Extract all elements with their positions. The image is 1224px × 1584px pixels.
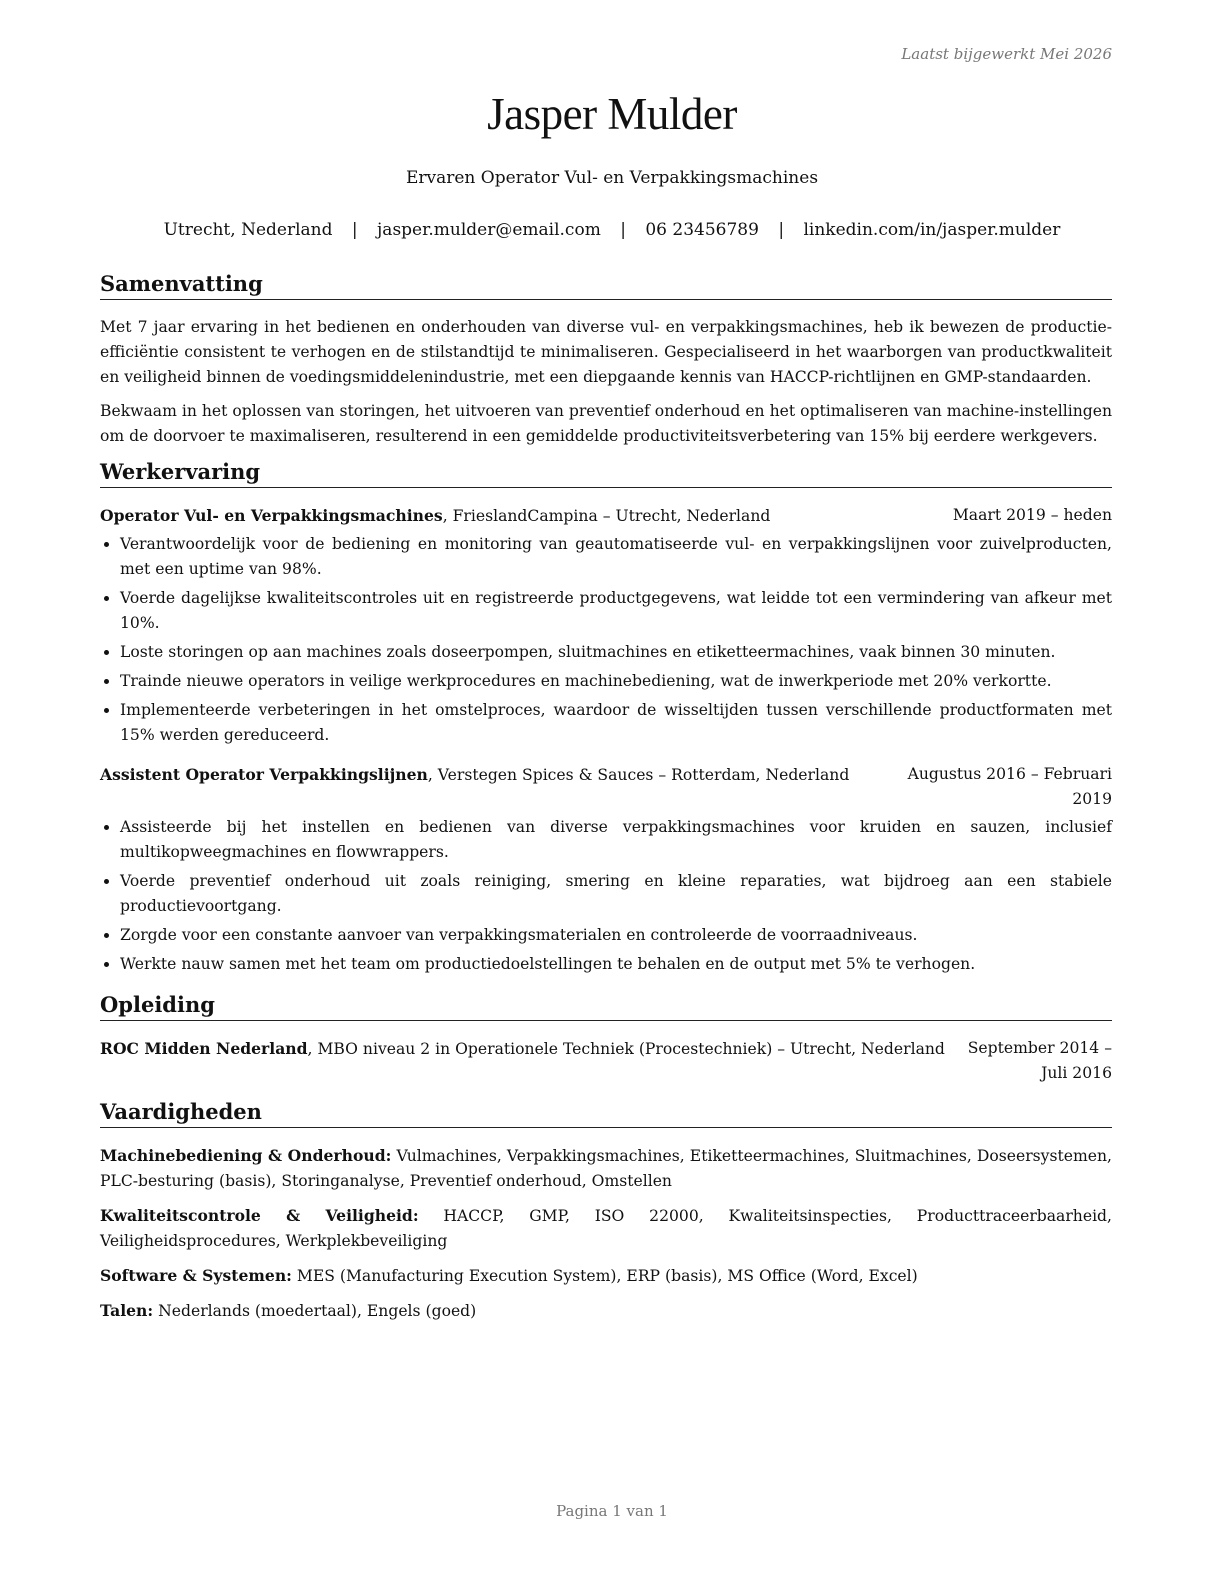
list-item: • Werkte nauw samen met het team om productiedoelstellingen te behalen en de output met 5% te verhogen. — [120, 952, 1112, 977]
list-item: • Voerde preventief onderhoud uit zoals reiniging, smering en kleine reparaties, wat bijdroeg aan een stabiele productievoortgang. — [120, 869, 1112, 919]
section-title-education: Opleiding — [100, 991, 1112, 1021]
job-dates: Maart 2019 – heden — [952, 506, 1112, 524]
education-section — [100, 991, 1112, 1086]
education-school: ROC Midden Nederland — [100, 1039, 308, 1058]
job-header — [100, 503, 1112, 529]
job-header — [100, 762, 1112, 812]
skill-line — [100, 1203, 1112, 1254]
skill-label: Talen: — [100, 1301, 154, 1320]
contact-linkedin[interactable]: linkedin.com/in/jasper.mulder — [803, 220, 1061, 240]
skill-label: Kwaliteitscontrole & Veiligheid: — [100, 1206, 419, 1225]
contact-email[interactable]: jasper.mulder@email.com — [377, 220, 601, 240]
list-item: • Assisteerde bij het instellen en bedienen van diverse verpakkingsmachines voor kruiden en sauzen, inclusief multikopweegmachines en flowwrappers. — [120, 815, 1112, 865]
job-title: Ervaren Operator Vul- en Verpakkingsmachines — [405, 168, 819, 188]
page-number: Pagina 1 van 1 — [556, 1502, 668, 1520]
job-dates: Augustus 2016 – Februari 2019 — [907, 765, 1112, 808]
contact-separator: | — [620, 220, 626, 240]
section-title-summary: Samenvatting — [100, 270, 1112, 300]
resume-body — [100, 270, 1112, 1333]
list-item: • Loste storingen op aan machines zoals doseerpompen, sluitmachines en etiketteermachines, vaak binnen 30 minuten. — [120, 640, 1112, 665]
skill-line — [100, 1263, 1112, 1289]
skill-value: Vulmachines, Verpakkingsmachines, Etiketteermachines, Sluitmachines, Doseersystemen, PLC-besturing (basis), Storinganalyse, Preventief onderhoud, Omstellen — [100, 1147, 1113, 1190]
summary-paragraph: Bekwaam in het oplossen van storingen, het uitvoeren van preventief onderhoud en het optimaliseren van machine-instellingen om de doorvoer te maximaliseren, resulterend in een gemiddelde productiviteitsverbetering van 15% bij eerdere werkgevers. — [100, 402, 1112, 445]
skills-section — [100, 1098, 1112, 1324]
job-bullets — [100, 815, 1112, 977]
contact-line — [0, 220, 1224, 240]
list-item: • Trainde nieuwe operators in veilige werkprocedures en machinebediening, wat de inwerkperiode met 20% verkortte. — [120, 669, 1112, 694]
skill-value: MES (Manufacturing Execution System), ERP (basis), MS Office (Word, Excel) — [291, 1267, 918, 1285]
skill-value: Nederlands (moedertaal), Engels (goed) — [153, 1302, 477, 1320]
last-updated: Laatst bijgewerkt Mei 2026 — [901, 45, 1112, 63]
summary-paragraph: Met 7 jaar ervaring in het bedienen en onderhouden van diverse vul- en verpakkingsmachines, heb ik bewezen de productie-efficiëntie consistent te verhogen en de stilstandtijd te minimaliseren. Gespecialiseerd in het waarborgen van productkwaliteit en veiligheid binnen de voedingsmiddelenindustrie, met een diepgaande kennis van HACCP-richtlijnen en GMP-standaarden. — [100, 318, 1112, 386]
list-item: • Implementeerde verbeteringen in het omstelproces, waardoor de wisseltijden tussen verschillende productformaten met 15% werden gereduceerd. — [120, 698, 1112, 748]
job-bullets — [100, 532, 1112, 748]
candidate-name: Jasper Mulder — [487, 89, 737, 139]
summary-section — [100, 270, 1112, 449]
job-company: , Verstegen Spices & Sauces – Rotterdam, Nederland — [427, 766, 850, 784]
skill-line — [100, 1143, 1112, 1194]
experience-section — [100, 458, 1112, 977]
list-item: • Verantwoordelijk voor de bediening en monitoring van geautomatiseerde vul- en verpakkingslijnen voor zuivelproducten, met een uptime van 98%. — [120, 532, 1112, 582]
education-dates: September 2014 – Juli 2016 — [967, 1039, 1112, 1082]
contact-phone: 06 23456789 — [645, 220, 759, 240]
contact-separator: | — [351, 220, 358, 240]
section-title-experience: Werkervaring — [100, 458, 1112, 488]
education-details: , MBO niveau 2 in Operationele Techniek (Procestechniek) – Utrecht, Nederland — [307, 1040, 945, 1058]
skill-line — [100, 1298, 1112, 1324]
list-item: • Voerde dagelijkse kwaliteitscontroles uit en registreerde productgegevens, wat leidde tot een vermindering van afkeur met 10%. — [120, 586, 1112, 636]
job-company: , FrieslandCampina – Utrecht, Nederland — [442, 507, 771, 525]
skill-value: HACCP, GMP, ISO 22000, Kwaliteitsinspecties, Producttraceerbaarheid, Veiligheidsprocedures, Werkplekbeveiliging — [100, 1207, 1112, 1250]
contact-separator: | — [778, 220, 785, 240]
list-item: • Zorgde voor een constante aanvoer van verpakkingsmaterialen en controleerde de voorraadniveaus. — [120, 923, 1112, 948]
contact-location: Utrecht, Nederland — [163, 220, 333, 240]
job-role: Operator Vul- en Verpakkingsmachines — [100, 506, 443, 525]
skill-label: Machinebediening & Onderhoud: — [100, 1146, 392, 1165]
education-item — [100, 1036, 1112, 1086]
skill-label: Software & Systemen: — [100, 1266, 292, 1285]
section-title-skills: Vaardigheden — [100, 1098, 1112, 1128]
job-role: Assistent Operator Verpakkingslijnen — [100, 765, 428, 784]
